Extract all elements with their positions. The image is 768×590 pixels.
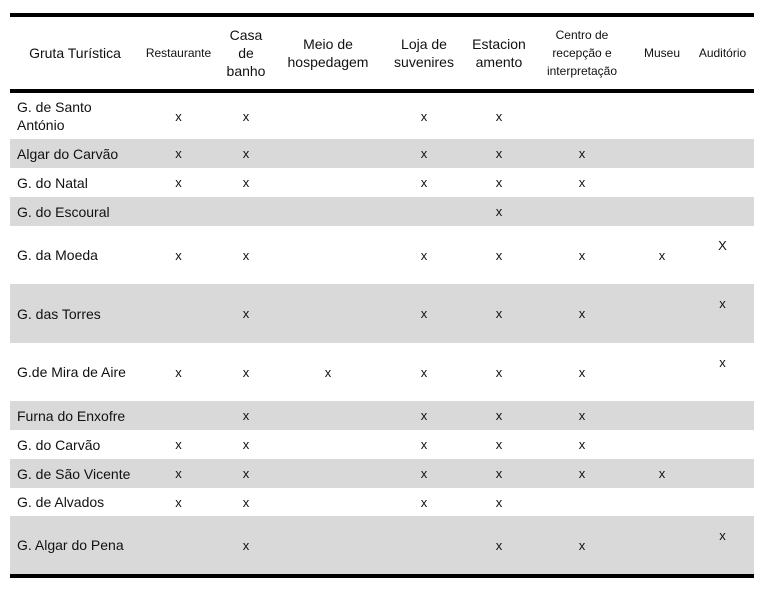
facility-cell xyxy=(217,488,275,516)
facility-mark: x xyxy=(175,437,182,452)
facility-cell xyxy=(633,430,691,459)
header-casa-de-banho: Casa de banho xyxy=(217,17,275,91)
facility-cell xyxy=(381,197,467,226)
facility-cell xyxy=(531,168,633,197)
facility-mark: x xyxy=(175,108,182,124)
facility-mark: x xyxy=(495,204,503,219)
facility-cell xyxy=(275,516,381,574)
facility-cell xyxy=(691,343,754,401)
facility-mark: x xyxy=(175,175,182,190)
facility-mark: x xyxy=(175,494,182,510)
facility-cell xyxy=(633,284,691,343)
facility-mark: x xyxy=(578,408,586,423)
facility-cell xyxy=(217,226,275,284)
facility-cell xyxy=(467,430,531,459)
facility-mark: x xyxy=(578,537,586,553)
facility-cell xyxy=(531,91,633,139)
facility-mark: x xyxy=(495,466,503,481)
facility-mark: x xyxy=(719,527,726,543)
facility-cell xyxy=(381,516,467,574)
facility-cell xyxy=(691,401,754,430)
facility-cell xyxy=(633,139,691,168)
facility-cell xyxy=(217,197,275,226)
facility-mark: x xyxy=(420,146,428,161)
cave-name-cell: G.de Mira de Aire xyxy=(17,364,126,380)
facility-cell xyxy=(633,516,691,574)
facility-mark: x xyxy=(495,408,503,423)
facility-cell xyxy=(275,488,381,516)
facility-cell xyxy=(633,91,691,139)
facility-cell xyxy=(381,91,467,139)
facility-cell xyxy=(531,401,633,430)
cave-name-cell: G. das Torres xyxy=(10,284,140,343)
facility-mark: x xyxy=(578,306,586,321)
facility-mark: x xyxy=(242,494,250,510)
facility-mark: x xyxy=(242,146,250,161)
facility-mark: x xyxy=(242,437,250,452)
facility-cell xyxy=(467,459,531,488)
facility-cell xyxy=(140,139,217,168)
facility-cell xyxy=(275,197,381,226)
table-row xyxy=(10,516,754,574)
facility-mark: x xyxy=(324,364,332,380)
facility-cell xyxy=(275,284,381,343)
facility-cell xyxy=(691,197,754,226)
facility-cell xyxy=(691,430,754,459)
table-row xyxy=(10,488,754,516)
facility-mark: x xyxy=(242,364,250,380)
cave-name-cell: G. do Carvão xyxy=(17,436,101,453)
facility-cell xyxy=(217,168,275,197)
table-row xyxy=(10,459,754,488)
facility-cell xyxy=(633,226,691,284)
facility-mark: x xyxy=(420,408,428,423)
facility-cell xyxy=(633,401,691,430)
facility-mark: x xyxy=(420,306,428,321)
facility-mark: x xyxy=(495,437,503,452)
facility-cell xyxy=(275,226,381,284)
facility-mark: x xyxy=(495,146,503,161)
cave-name-cell: G. de Alvados xyxy=(17,494,105,510)
facility-cell xyxy=(140,459,217,488)
facility-mark: x xyxy=(578,437,586,452)
facility-cell xyxy=(531,430,633,459)
facility-mark: x xyxy=(420,364,428,380)
facility-cell xyxy=(691,91,754,139)
facility-cell xyxy=(531,343,633,401)
cave-name-cell: Furna do Enxofre xyxy=(10,401,140,430)
facility-cell xyxy=(467,91,531,139)
facility-cell xyxy=(381,459,467,488)
facility-mark: x xyxy=(175,466,182,481)
facility-cell xyxy=(691,139,754,168)
facility-mark: x xyxy=(420,494,428,510)
facility-cell xyxy=(217,343,275,401)
facility-cell xyxy=(691,168,754,197)
facility-mark: x xyxy=(242,537,250,553)
facility-mark: x xyxy=(242,306,250,321)
facility-cell xyxy=(633,488,691,516)
facility-cell xyxy=(531,284,633,343)
facility-mark: x xyxy=(495,247,503,263)
facility-cell xyxy=(691,488,754,516)
facility-cell xyxy=(531,197,633,226)
facility-cell xyxy=(467,197,531,226)
table-row xyxy=(10,197,754,226)
facility-cell xyxy=(275,459,381,488)
facility-cell xyxy=(691,284,754,343)
facility-mark: x xyxy=(578,247,586,263)
facility-cell xyxy=(531,516,633,574)
facility-cell xyxy=(633,459,691,488)
facility-cell xyxy=(140,168,217,197)
facility-mark: x xyxy=(242,108,250,124)
facility-mark: x xyxy=(658,247,666,263)
bottom-rule xyxy=(10,574,754,578)
facility-cell xyxy=(275,343,381,401)
facility-cell xyxy=(531,459,633,488)
facility-mark: x xyxy=(242,175,250,190)
table-row xyxy=(10,226,754,284)
facility-mark: x xyxy=(242,466,250,481)
facility-cell xyxy=(275,401,381,430)
facility-cell xyxy=(275,430,381,459)
facility-mark: x xyxy=(175,146,182,161)
facility-cell xyxy=(140,226,217,284)
cave-name-cell: G. Algar do Pena xyxy=(10,516,140,574)
table-row xyxy=(10,343,754,401)
facility-cell xyxy=(140,91,217,139)
facility-cell xyxy=(467,343,531,401)
facility-cell xyxy=(531,139,633,168)
facility-mark: x xyxy=(578,466,586,481)
table-container xyxy=(10,13,754,578)
facility-cell xyxy=(691,226,754,284)
facility-cell xyxy=(531,226,633,284)
facility-cell xyxy=(467,168,531,197)
facility-cell xyxy=(140,516,217,574)
facility-mark: x xyxy=(495,494,503,510)
facility-cell xyxy=(467,139,531,168)
table-row xyxy=(10,430,754,459)
header-row xyxy=(10,17,754,91)
facility-cell xyxy=(275,91,381,139)
table-row xyxy=(10,168,754,197)
caves-facilities-table xyxy=(10,17,754,574)
cave-name-cell: G. de São Vicente xyxy=(10,459,140,488)
header-centro-recepcao: Centro de recepção e interpretação xyxy=(531,17,633,91)
facility-cell xyxy=(633,197,691,226)
facility-mark: x xyxy=(420,437,428,452)
cave-name-cell: Algar do Carvão xyxy=(10,139,140,168)
facility-cell xyxy=(691,459,754,488)
facility-cell xyxy=(467,284,531,343)
header-gruta: Gruta Turística xyxy=(10,17,140,91)
facility-cell xyxy=(381,284,467,343)
facility-cell xyxy=(381,343,467,401)
facility-mark: x xyxy=(242,247,250,263)
facility-cell xyxy=(217,430,275,459)
facility-cell xyxy=(633,168,691,197)
facility-mark: x xyxy=(420,466,428,481)
cave-name-cell: G. do Natal xyxy=(17,174,88,191)
facility-cell xyxy=(217,401,275,430)
facility-cell xyxy=(381,226,467,284)
header-loja-de-suvenires: Loja de suvenires xyxy=(381,17,467,91)
facility-cell xyxy=(140,284,217,343)
facility-mark: x xyxy=(495,537,503,553)
facility-cell xyxy=(467,488,531,516)
facility-mark: x xyxy=(658,466,666,481)
cave-name-cell: G. do Escoural xyxy=(10,197,140,226)
facility-cell xyxy=(140,197,217,226)
facility-mark: x xyxy=(719,296,726,311)
header-restaurante: Restaurante xyxy=(140,17,217,91)
facility-cell xyxy=(140,401,217,430)
facility-mark: x xyxy=(175,247,182,263)
facility-mark: X xyxy=(718,237,727,253)
facility-cell xyxy=(691,516,754,574)
facility-mark: x xyxy=(495,306,503,321)
facility-mark: x xyxy=(495,364,503,380)
facility-mark: x xyxy=(420,175,428,190)
facility-cell xyxy=(217,91,275,139)
header-museu: Museu xyxy=(633,17,691,91)
facility-cell xyxy=(531,488,633,516)
facility-mark: x xyxy=(495,175,503,190)
facility-cell xyxy=(275,168,381,197)
facility-cell xyxy=(381,168,467,197)
header-meio-de-hospedagem: Meio de hospedagem xyxy=(275,17,381,91)
facility-cell xyxy=(381,488,467,516)
facility-mark: x xyxy=(578,364,586,380)
facility-cell xyxy=(381,430,467,459)
facility-mark: x xyxy=(495,108,503,124)
facility-cell xyxy=(381,139,467,168)
facility-mark: x xyxy=(175,364,182,380)
facility-cell xyxy=(467,516,531,574)
facility-cell xyxy=(140,430,217,459)
facility-cell xyxy=(467,401,531,430)
facility-mark: x xyxy=(420,108,428,124)
facility-mark: x xyxy=(420,247,428,263)
table-row xyxy=(10,91,754,139)
facility-cell xyxy=(217,284,275,343)
table-row xyxy=(10,284,754,343)
facility-cell xyxy=(217,139,275,168)
facility-mark: x xyxy=(578,175,586,190)
facility-cell xyxy=(217,459,275,488)
facility-mark: x xyxy=(719,354,726,370)
cave-name-cell: G. da Moeda xyxy=(17,247,98,263)
table-row xyxy=(10,139,754,168)
facility-mark: x xyxy=(578,146,586,161)
facility-mark: x xyxy=(242,408,250,423)
header-estacionamento: Estacion amento xyxy=(467,17,531,91)
cave-name-cell: G. de Santo António xyxy=(17,99,92,133)
facility-cell xyxy=(381,401,467,430)
facility-cell xyxy=(217,516,275,574)
facility-cell xyxy=(467,226,531,284)
facility-cell xyxy=(275,139,381,168)
facility-cell xyxy=(140,488,217,516)
facility-cell xyxy=(633,343,691,401)
facility-cell xyxy=(140,343,217,401)
header-auditorio: Auditório xyxy=(691,17,754,91)
table-row xyxy=(10,401,754,430)
